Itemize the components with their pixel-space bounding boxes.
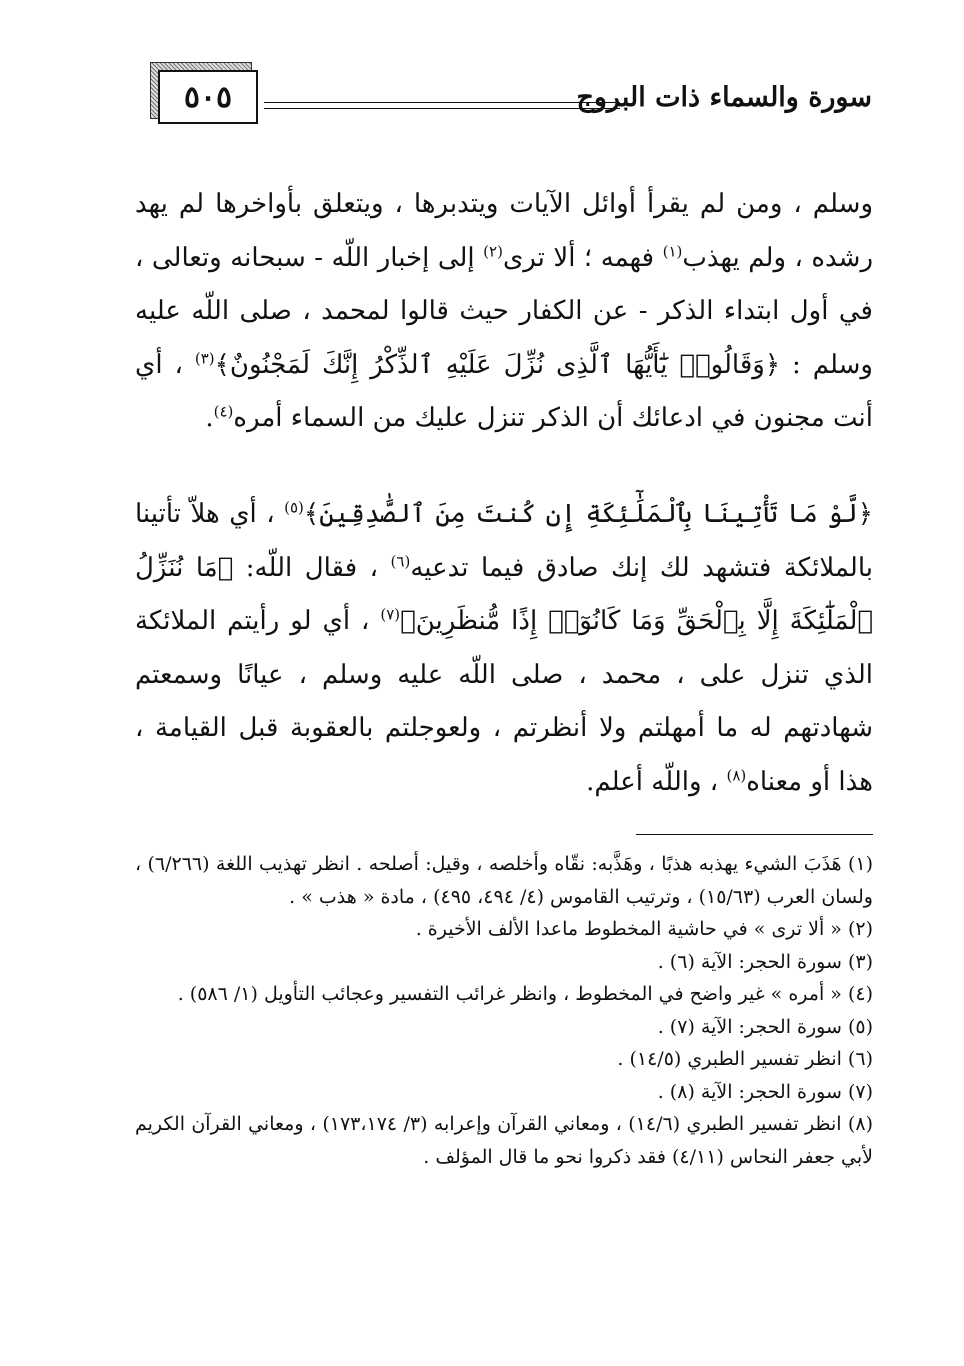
footnote-ref: (٦) xyxy=(390,551,411,570)
footnote-ref: (٣) xyxy=(194,348,215,367)
footnote-ref: (٨) xyxy=(726,765,747,784)
footnote-ref: (٥) xyxy=(284,498,304,517)
body-text: ، أي لو رأيتم الملائكة الذي تنزل على ، محمد ، صلى اللّه عليه وسلم ، عيانًا وسمعتم شهادتهم له ما أمهلتم ولا أنظرتم ، ولعوجلتم بالعقوبة قبل القيامة ، هذا أو معناه xyxy=(135,606,873,797)
body-paragraph-1 xyxy=(135,178,873,446)
page-number-box xyxy=(150,62,258,124)
footnote-7: (٧) سورة الحجر: الآية (٨) . xyxy=(657,1080,873,1103)
quran-verse: ﴿وَقَالُوا۟ يَٰٓأَيُّهَا ٱلَّذِى نُزِّلَ عَلَيْهِ ٱلذِّكْرُ إِنَّكَ لَمَجْنُونٌ﴾ xyxy=(214,349,781,380)
page-number-frame xyxy=(158,70,258,124)
body-paragraph-2 xyxy=(135,488,873,809)
footnotes xyxy=(135,848,873,1173)
footnote-ref: (٤) xyxy=(213,402,234,421)
running-title: سورة والسماء ذات البروج xyxy=(576,82,872,113)
body-text: وسلم ، ومن لم يقرأ أوائل الآيات ويتدبرها ، ويتعلق بأواخرها لم يهد رشده ، ولم يهذب xyxy=(135,189,873,273)
body-text: ، واللّه أعلم. xyxy=(586,766,727,797)
footnote-separator xyxy=(636,834,873,835)
quran-verse: ﴿لَّوْ مَا تَأْتِينَا بِٱلْمَلَٰٓئِكَةِ إِن كُنتَ مِنَ ٱلصَّٰدِقِينَ﴾ xyxy=(303,499,873,529)
body-text: ، أي هلاّ تأتينا بالملائكة فتشهد لك إنك صادق فيما تدعيه xyxy=(135,499,873,583)
footnote-2: (٢) « ألا ترى » في حاشية المخطوط ماعدا الألف الأخيرة . xyxy=(415,918,873,940)
footnote-4: (٤) « أمره » غير واضح في المخطوط ، وانظر غرائب التفسير وعجائب التأويل (١/ ٥٨٦) . xyxy=(177,983,873,1005)
footnote-6: (٦) انظر تفسير الطبري (١٤/٥) . xyxy=(617,1048,873,1070)
footnote-1: (١) هَذَبَ الشيء يهذبه هذبًا ، وهَذَّبه: نقّاه وأخلصه ، وقيل: أصلحه . انظر تهذيب اللغة (٦/٢٦٦) ، ولسان العرب (١٥/٦٣) ، وترتيب القاموس (٤/ ٤٩٤، ٤٩٥) ، مادة « هذب » . xyxy=(135,853,873,908)
page-number: ٥٠٥ xyxy=(183,79,233,115)
body-text: ، فقال اللّه: xyxy=(233,552,391,583)
footnote-ref: (٧) xyxy=(380,605,401,624)
header-rule xyxy=(264,102,620,109)
body-text: . xyxy=(205,403,214,433)
body-text: إلى إخبار اللّه - سبحانه وتعالى ، في أول ابتداء الذكر - عن الكفار حيث قالوا لمحمد ، صلى اللّه عليه وسلم : xyxy=(135,242,873,380)
footnote-8: (٨) انظر تفسير الطبري (١٤/٦) ، ومعاني القرآن وإعرابه (٣/ ١٧٣،١٧٤) ، ومعاني القرآن الكريم لأبي جعفر النحاس (٤/١١) فقد ذكروا نحو ما قال المؤلف . xyxy=(135,1113,873,1168)
footnote-ref: (١) xyxy=(662,241,683,260)
body-text: فهمه ؛ ألا ترى xyxy=(502,242,663,273)
quran-verse: ﴿مَا نُنَزِّلُ ٱلْمَلَٰٓئِكَةَ إِلَّا بِٱلْحَقِّ وَمَا كَانُوٓا۟ إِذًا مُّنظَرِينَ﴾ xyxy=(135,552,873,636)
body-text: ، أي أنت مجنون في ادعائك أن الذكر تنزل عليك من السماء أمره xyxy=(135,349,873,433)
footnote-3: (٣) سورة الحجر: الآية (٦) . xyxy=(657,950,873,973)
footnote-5: (٥) سورة الحجر: الآية (٧) . xyxy=(657,1015,873,1038)
footnote-ref: (٢) xyxy=(483,241,503,260)
